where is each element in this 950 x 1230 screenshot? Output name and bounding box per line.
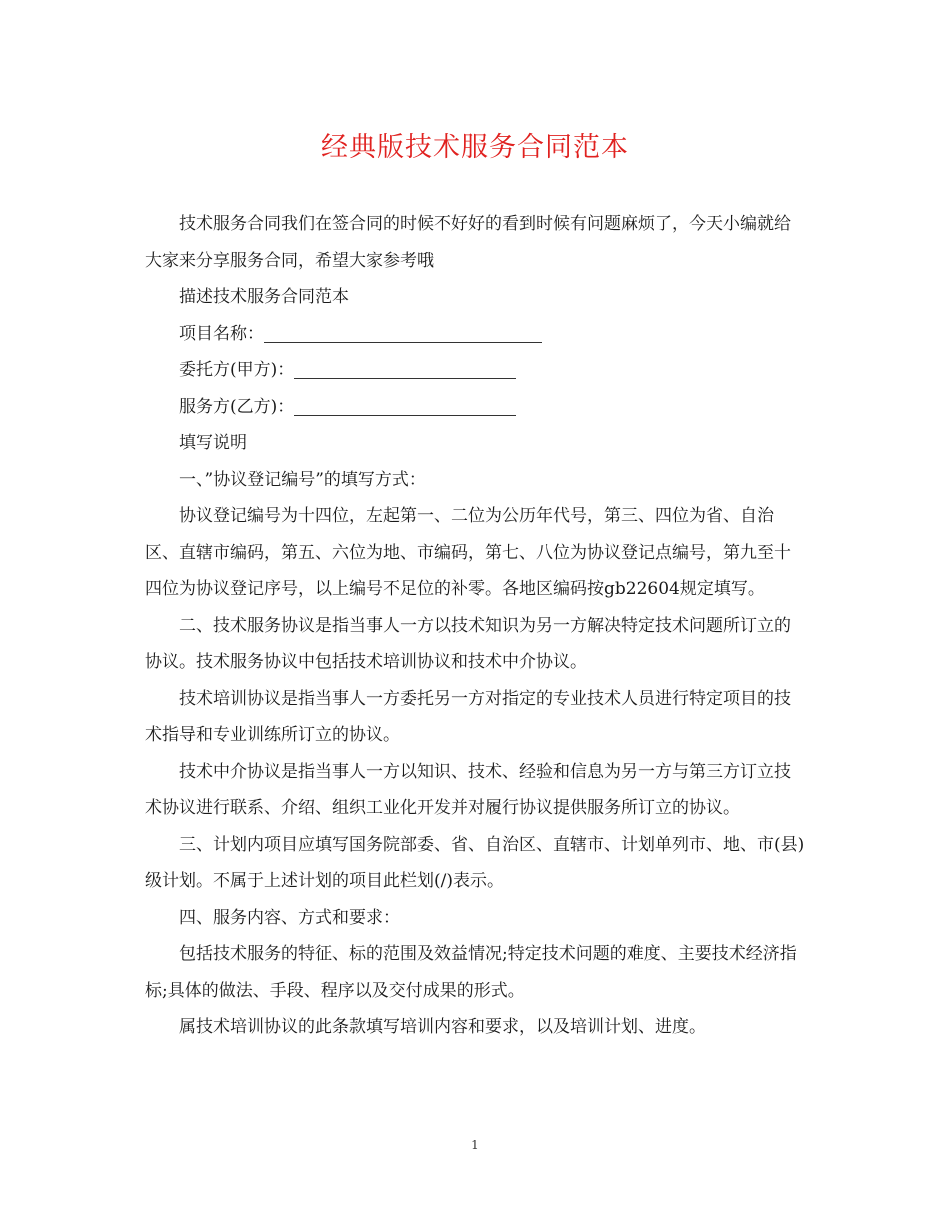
project-name-row bbox=[145, 316, 805, 353]
section-4-heading: 四、服务内容、方式和要求： bbox=[179, 907, 400, 928]
client-row bbox=[145, 352, 805, 389]
section-2-paragraph: 二、技术服务协议是指当事人一方以技术知识为另一方解决特定技术问题所订立的协议。技术服务协议中包括技术培训协议和技术中介协议。 bbox=[145, 615, 791, 672]
document-title: 经典版技术服务合同范本 bbox=[321, 132, 629, 163]
project-name-label: 项目名称： bbox=[179, 323, 264, 344]
training-agreement-paragraph: 技术培训协议是指当事人一方委托另一方对指定的专业技术人员进行特定项目的技术指导和专业训练所订立的协议。 bbox=[145, 688, 791, 745]
fill-instructions-heading: 填写说明 bbox=[179, 433, 247, 453]
page-number: 1 bbox=[471, 1138, 479, 1152]
document-body bbox=[145, 206, 805, 1046]
client-blank bbox=[294, 358, 516, 379]
provider-row bbox=[145, 389, 805, 426]
project-name-blank bbox=[264, 322, 542, 343]
section-4-paragraph: 包括技术服务的特征、标的范围及效益情况;特定技术问题的难度、主要技术经济指标;具体的做法、手段、程序以及交付成果的形式。 bbox=[145, 944, 797, 1001]
section-1-paragraph: 协议登记编号为十四位，左起第一、二位为公历年代号，第三、四位为省、自治区、直辖市编码，第五、六位为地、市编码，第七、八位为协议登记点编号，第九至十四位为协议登记序号，以上编号不足位的补零。各地区编码按gb22604规定填写。 bbox=[145, 506, 791, 599]
intermediary-agreement-paragraph: 技术中介协议是指当事人一方以知识、技术、经验和信息为另一方与第三方订立技术协议进行联系、介绍、组织工业化开发并对履行协议提供服务所订立的协议。 bbox=[145, 761, 791, 818]
section-1-heading: 一、”协议登记编号”的填写方式： bbox=[179, 469, 426, 490]
training-content-paragraph: 属技术培训协议的此条款填写培训内容和要求，以及培训计划、进度。 bbox=[179, 1017, 706, 1037]
provider-label: 服务方(乙方)： bbox=[179, 396, 295, 417]
provider-blank bbox=[294, 395, 516, 416]
intro-paragraph: 技术服务合同我们在签合同的时候不好好的看到时候有问题麻烦了，今天小编就给大家来分享服务合同，希望大家参考哦 bbox=[145, 214, 791, 271]
description-heading: 描述技术服务合同范本 bbox=[179, 287, 349, 307]
client-label: 委托方(甲方)： bbox=[179, 360, 295, 380]
section-3-paragraph: 三、计划内项目应填写国务院部委、省、自治区、直辖市、计划单列市、地、市(县)级计划。不属于上述计划的项目此栏划(/)表示。 bbox=[145, 834, 805, 891]
